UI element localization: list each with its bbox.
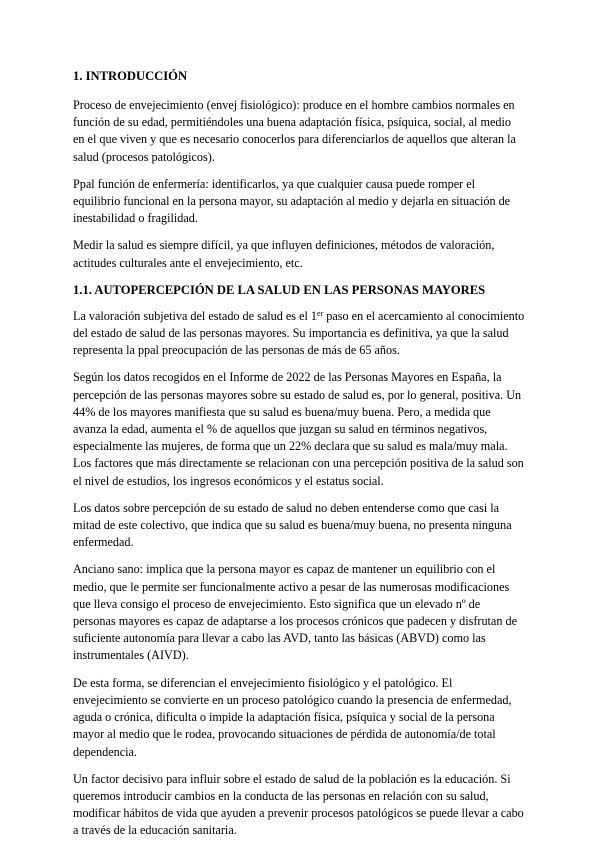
paragraph-valoracion-subjetiva bbox=[73, 308, 525, 360]
section-heading-introduccion: 1. INTRODUCCIÓN bbox=[73, 69, 188, 83]
paragraph-anciano-sano: Anciano sano: implica que la persona mayor es capaz de mantener un equilibrio con el medio, que le permite ser funcionalmente activo a pesar de las numerosas modificaciones que lleva consigo el proceso de envejecimiento. Esto significa que un elevado nº de personas mayores es capaz de adaptarse a los procesos crónicos que padecen y disfrutan de suficiente autonomía para llevar a cabo las AVD, tanto las básicas (ABVD) como las instrumentales (AIVD). bbox=[73, 562, 517, 663]
text-fragment: La valoración subjetiva del estado de salud es el 1 bbox=[73, 308, 318, 323]
paragraph-enfermeria: Ppal función de enfermería: identificarlos, ya que cualquier causa puede romper el equilibrio funcional en la persona mayor, su adaptación al medio y dejarla en situación de inestabilidad o fragilidad. bbox=[73, 176, 511, 226]
document-page bbox=[73, 64, 525, 850]
paragraph-informe-2022: Según los datos recogidos en el Informe de 2022 de las Personas Mayores en España, la percepción de las personas mayores sobre su estado de salud es, por lo general, positiva. Un 44% de los mayores manifiesta que su salud es buena/muy buena. Pero, a medida que avanza la edad, aumenta el % de aquellos que juzgan su salud en términos negativos, especialmente las mujeres, de forma que un 22% declara que su salud es mala/muy mala. Los factores que más directamente se relacionan con una percepción positiva de la salud son el nivel de estudios, los ingresos económicos y el estatus social. bbox=[73, 370, 524, 488]
paragraph-educacion-sanitaria: Un factor decisivo para influir sobre el estado de salud de la población es la educación. Si queremos introducir cambios en la conducta de las personas en relación con su salud, modificar hábitos de vida que ayuden a prevenir procesos patológicos se puede llevar a cabo a través de la educación sanitaria. bbox=[73, 771, 524, 838]
paragraph-percepcion: Los datos sobre percepción de su estado de salud no deben entenderse como que casi la mitad de este colectivo, que indica que su salud es buena/muy buena, no presenta ninguna enfermedad. bbox=[73, 500, 512, 550]
superscript: er bbox=[317, 308, 324, 318]
paragraph-envejecimiento-patologico: De esta forma, se diferencian el envejecimiento fisiológico y el patológico. El envejecimiento se convierte en un proceso patológico cuando la presencia de enfermedad, aguda o crónica, dificulta o impide la adaptación física, psíquica y social de la persona mayor al medio que le rodea, provocando situaciones de pérdida de autonomía/de total dependencia. bbox=[73, 675, 512, 759]
section-heading-autopercepcion: 1.1. AUTOPERCEPCIÓN DE LA SALUD EN LAS PERSONAS MAYORES bbox=[73, 282, 486, 297]
paragraph-medir-salud: Medir la salud es siempre difícil, ya que influyen definiciones, métodos de valoración, actitudes culturales ante el envejecimiento, etc. bbox=[73, 238, 495, 270]
text-fragment: paso en el acercamiento al conocimiento del estado de salud de las personas mayores. Su importancia es definitiva, ya que la salud representa la ppal preocupación de las personas de más de 65 años. bbox=[73, 308, 525, 358]
paragraph-envejecimiento: Proceso de envejecimiento (envej fisiológico): produce en el hombre cambios normales en función de su edad, permitiéndoles una buena adaptación física, psíquica, social, al medio en el que viven y que es necesario conocerlos para diferenciarlos de aquellos que alteran la salud (procesos patológicos). bbox=[73, 98, 516, 164]
